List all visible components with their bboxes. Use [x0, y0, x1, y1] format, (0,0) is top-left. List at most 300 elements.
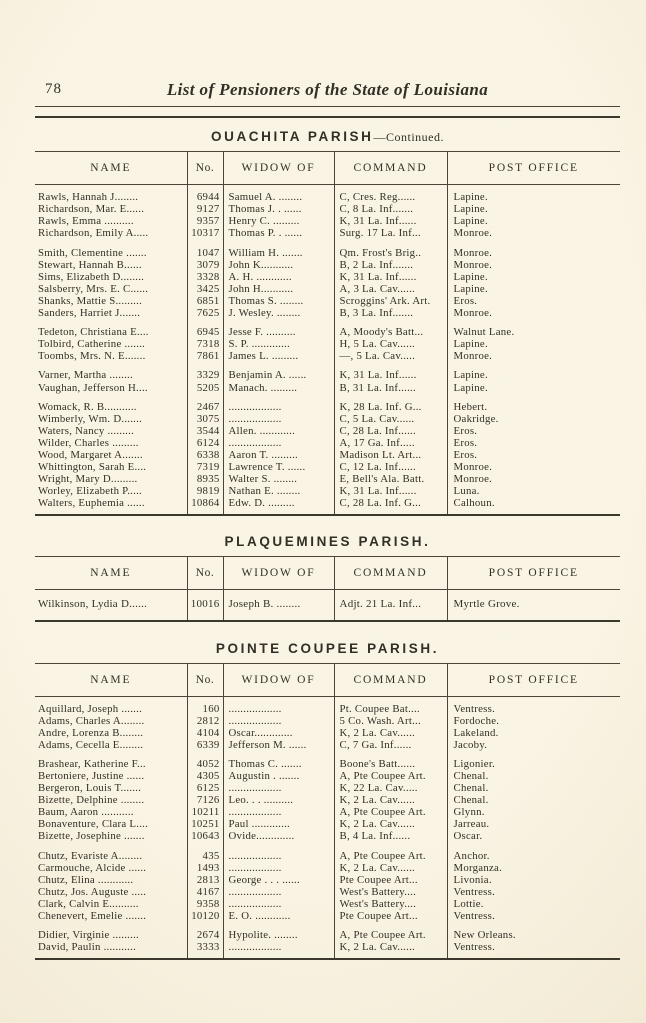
post-office: Fordoche. — [453, 714, 500, 727]
pensioner-name: Stewart, Hannah B...... — [35, 259, 187, 271]
post-office: Oscar. — [453, 830, 483, 843]
pensioner-name: Salsberry, Mrs. E. C...... — [35, 283, 187, 295]
pensioner-name: Adams, Cecella E........ — [35, 739, 187, 751]
pensioner-name: Smith, Clementine ....... — [35, 247, 187, 259]
widow-of: .................. — [223, 715, 334, 727]
command: K, 31 La. Inf...... — [334, 485, 447, 497]
pensioner-name: Tedeton, Christiana E.... — [35, 326, 187, 338]
post-office: Oakridge. — [453, 412, 499, 425]
group-separator — [35, 362, 620, 369]
pensioner-name: David, Paulin ........... — [35, 941, 187, 959]
command: H, 5 La. Cav...... — [334, 338, 447, 350]
column-header-widow-of: WIDOW OF — [223, 152, 334, 185]
column-header-number: No. — [187, 152, 223, 185]
pensioner-row — [35, 185, 620, 204]
column-header-command: COMMAND — [334, 557, 447, 590]
post-office: Morganza. — [453, 861, 503, 874]
pensioner-row — [35, 910, 620, 922]
widow-of: S. P. ............. — [223, 338, 334, 350]
pensioner-row — [35, 758, 620, 770]
column-header-name: NAME — [35, 152, 187, 185]
widow-of: .................. — [223, 886, 334, 898]
pensioner-row — [35, 449, 620, 461]
command: K, 28 La. Inf. G... — [334, 401, 447, 413]
column-header-number: No. — [187, 557, 223, 590]
widow-of: Hypolite. ........ — [223, 929, 334, 941]
post-office: Ventress. — [453, 910, 496, 923]
pensioner-name: Rawls, Hannah J........ — [35, 185, 187, 204]
widow-of: .................. — [223, 437, 334, 449]
pensioner-name: Andre, Lorenza B........ — [35, 727, 187, 739]
widow-of: Joseph B. ........ — [223, 590, 334, 621]
pension-number: 7319 — [187, 461, 223, 473]
pension-number: 10864 — [187, 497, 223, 515]
command: B, 2 La. Inf....... — [334, 259, 447, 271]
command: —, 5 La. Cav..... — [334, 350, 447, 362]
widow-of: .................. — [223, 806, 334, 818]
command: Adjt. 21 La. Inf... — [334, 590, 447, 621]
widow-of: Thomas J. . ...... — [223, 203, 334, 215]
widow-of: Benjamin A. ...... — [223, 369, 334, 381]
pensioner-row — [35, 727, 620, 739]
pension-number: 4052 — [187, 758, 223, 770]
command: K, 2 La. Cav...... — [334, 862, 447, 874]
post-office: Ventress. — [453, 885, 496, 898]
command: B, 3 La. Inf....... — [334, 307, 447, 319]
post-office: Chenal. — [453, 770, 489, 782]
pensioner-name: Bergeron, Louis T....... — [35, 782, 187, 794]
command: C, 5 La. Cav...... — [334, 413, 447, 425]
pension-number: 6124 — [187, 437, 223, 449]
pensioner-row — [35, 898, 620, 910]
post-office: Myrtle Grove. — [453, 598, 520, 611]
pensioner-row — [35, 215, 620, 227]
pension-number: 9819 — [187, 485, 223, 497]
post-office: Hebert. — [453, 400, 488, 413]
pension-number: 3425 — [187, 283, 223, 295]
pension-number: 6944 — [187, 185, 223, 204]
pensioner-name: Wright, Mary D......... — [35, 473, 187, 485]
pension-number: 2467 — [187, 401, 223, 413]
widow-of: James L. ......... — [223, 350, 334, 362]
pensioner-row — [35, 271, 620, 283]
command: K, 31 La. Inf...... — [334, 215, 447, 227]
pension-number: 4104 — [187, 727, 223, 739]
column-header-post-office: POST OFFICE — [447, 663, 620, 696]
post-office: Ventress. — [453, 941, 496, 954]
pensioner-name: Womack, R. B........... — [35, 401, 187, 413]
pensioner-name: Worley, Elizabeth P..... — [35, 485, 187, 497]
pensioner-row — [35, 739, 620, 751]
post-office: Jacoby. — [453, 738, 488, 751]
pensioner-row — [35, 413, 620, 425]
command: Pt. Coupee Bat.... — [334, 696, 447, 715]
pensioner-row — [35, 307, 620, 319]
post-office: Lapine. — [453, 369, 488, 382]
command: Madison Lt. Art... — [334, 449, 447, 461]
pension-number: 10251 — [187, 818, 223, 830]
post-office: Eros. — [453, 294, 478, 307]
pensioner-row — [35, 696, 620, 715]
pensioner-row — [35, 770, 620, 782]
pensioner-row — [35, 806, 620, 818]
post-office: Eros. — [453, 448, 478, 461]
pensioner-name: Bertoniere, Justine ...... — [35, 770, 187, 782]
pension-number: 10016 — [187, 590, 223, 621]
widow-of: Nathan E. ........ — [223, 485, 334, 497]
pensioner-name: Bizette, Josephine ....... — [35, 830, 187, 842]
pensioner-row — [35, 782, 620, 794]
pension-number: 6851 — [187, 295, 223, 307]
pensioner-name: Clark, Calvin E.......... — [35, 898, 187, 910]
pensioner-name: Bonaventure, Clara L.... — [35, 818, 187, 830]
post-office: Chenal. — [453, 782, 489, 795]
pension-number: 7126 — [187, 794, 223, 806]
pensioner-row — [35, 850, 620, 862]
pensioner-name: Varner, Martha ........ — [35, 369, 187, 381]
widow-of: Aaron T. ......... — [223, 449, 334, 461]
widow-of: .................. — [223, 782, 334, 794]
command: C, 28 La. Inf. G... — [334, 497, 447, 515]
pensioner-name: Brashear, Katherine F... — [35, 758, 187, 770]
widow-of: E. O. ............ — [223, 910, 334, 922]
widow-of: Oscar............. — [223, 727, 334, 739]
pension-number: 3329 — [187, 369, 223, 381]
post-office: Monroe. — [453, 350, 493, 363]
pensioner-name: Richardson, Emily A..... — [35, 227, 187, 239]
widow-of: William H. ....... — [223, 247, 334, 259]
pensioner-name: Richardson, Mar. E...... — [35, 203, 187, 215]
pension-number: 4305 — [187, 770, 223, 782]
pensioner-row — [35, 425, 620, 437]
page-title: List of Pensioners of the State of Louisiana — [166, 80, 489, 99]
widow-of: A. H. ............ — [223, 271, 334, 283]
pensioner-row — [35, 283, 620, 295]
pension-number: 160 — [187, 696, 223, 715]
post-office: Lottie. — [453, 897, 484, 910]
group-separator — [35, 843, 620, 850]
command: Qm. Frost's Brig.. — [334, 247, 447, 259]
widow-of: .................. — [223, 413, 334, 425]
pension-number: 3079 — [187, 259, 223, 271]
post-office: Glynn. — [453, 806, 485, 819]
command: Surg. 17 La. Inf... — [334, 227, 447, 239]
pension-table-plaquemines — [35, 556, 620, 621]
post-office: Monroe. — [453, 307, 493, 320]
pension-number: 1493 — [187, 862, 223, 874]
pension-number: 9358 — [187, 898, 223, 910]
group-separator — [35, 240, 620, 247]
command: Boone's Batt...... — [334, 758, 447, 770]
post-office: Ventress. — [453, 702, 496, 715]
pension-number: 10120 — [187, 910, 223, 922]
pensioner-name: Shanks, Mattie S......... — [35, 295, 187, 307]
widow-of: Edw. D. ......... — [223, 497, 334, 515]
column-header-name: NAME — [35, 557, 187, 590]
pensioner-name: Chutz, Elina ............ — [35, 874, 187, 886]
command: Pte Coupee Art... — [334, 910, 447, 922]
command: 5 Co. Wash. Art... — [334, 715, 447, 727]
pension-number: 2812 — [187, 715, 223, 727]
post-office: Lapine. — [453, 338, 488, 351]
widow-of: Henry C. ......... — [223, 215, 334, 227]
command: A, Pte Coupee Art. — [334, 850, 447, 862]
widow-of: Jesse F. .......... — [223, 326, 334, 338]
pensioner-row — [35, 401, 620, 413]
column-header-command: COMMAND — [334, 152, 447, 185]
pensioner-name: Carmouche, Alcide ...... — [35, 862, 187, 874]
widow-of: Leo. . . .......... — [223, 794, 334, 806]
pensioner-row — [35, 715, 620, 727]
header-rule — [35, 116, 620, 118]
pensioner-row — [35, 437, 620, 449]
widow-of: Thomas S. ........ — [223, 295, 334, 307]
post-office: Lakeland. — [453, 726, 499, 739]
command: K, 2 La. Cav...... — [334, 727, 447, 739]
command: West's Battery.... — [334, 886, 447, 898]
table-body — [35, 185, 620, 516]
pensioner-row — [35, 497, 620, 515]
pensioner-name: Sanders, Harriet J....... — [35, 307, 187, 319]
parish-heading-title: PLAQUEMINES PARISH. — [224, 534, 431, 550]
pension-number: 3333 — [187, 941, 223, 959]
column-header-widow-of: WIDOW OF — [223, 663, 334, 696]
pensioner-name: Chutz, Evariste A........ — [35, 850, 187, 862]
command: West's Battery.... — [334, 898, 447, 910]
pensioner-name: Sims, Elizabeth D........ — [35, 271, 187, 283]
command: A, 17 Ga. Inf..... — [334, 437, 447, 449]
section-plaquemines-parish — [35, 533, 620, 621]
command: A, Pte Coupee Art. — [334, 929, 447, 941]
pension-number: 6945 — [187, 326, 223, 338]
pensioner-name: Chenevert, Emelie ....... — [35, 910, 187, 922]
pensioner-row — [35, 338, 620, 350]
command: B, 31 La. Inf...... — [334, 382, 447, 394]
post-office: Ligonier. — [453, 757, 496, 770]
parish-heading-suffix: —Continued. — [373, 130, 444, 145]
widow-of: Allen. ............ — [223, 425, 334, 437]
group-separator — [35, 751, 620, 758]
command: A, Moody's Batt... — [334, 326, 447, 338]
pensioner-row — [35, 941, 620, 959]
pension-number: 10643 — [187, 830, 223, 842]
widow-of: .................. — [223, 941, 334, 959]
pensioner-row — [35, 461, 620, 473]
pension-number: 1047 — [187, 247, 223, 259]
pensioner-name: Wood, Margaret A....... — [35, 449, 187, 461]
pensioner-name: Aquillard, Joseph ....... — [35, 696, 187, 715]
group-separator — [35, 922, 620, 929]
widow-of: .................. — [223, 898, 334, 910]
pensioner-name: Chutz, Jos. Auguste ..... — [35, 886, 187, 898]
widow-of: George . . . ...... — [223, 874, 334, 886]
pensioner-row — [35, 227, 620, 239]
pensioner-name: Adams, Charles A........ — [35, 715, 187, 727]
table-body — [35, 590, 620, 621]
command: C, 7 Ga. Inf...... — [334, 739, 447, 751]
column-header-number: No. — [187, 663, 223, 696]
pensioner-row — [35, 247, 620, 259]
widow-of: Samuel A. ........ — [223, 185, 334, 204]
pension-number: 3544 — [187, 425, 223, 437]
pensioner-row — [35, 485, 620, 497]
pension-number: 7861 — [187, 350, 223, 362]
pension-number: 10211 — [187, 806, 223, 818]
pension-number: 2813 — [187, 874, 223, 886]
command: A, Pte Coupee Art. — [334, 770, 447, 782]
pensioner-name: Wilder, Charles ......... — [35, 437, 187, 449]
command: C, Cres. Reg...... — [334, 185, 447, 204]
group-separator — [35, 319, 620, 326]
widow-of: J. Wesley. ........ — [223, 307, 334, 319]
widow-of: Paul ............. — [223, 818, 334, 830]
post-office: Lapine. — [453, 191, 488, 204]
command: C, 12 La. Inf...... — [334, 461, 447, 473]
post-office: Lapine. — [453, 282, 488, 295]
section-pointe-coupee-parish — [35, 640, 620, 961]
command: A, 3 La. Cav...... — [334, 283, 447, 295]
pension-number: 10317 — [187, 227, 223, 239]
column-header-post-office: POST OFFICE — [447, 152, 620, 185]
column-header-widow-of: WIDOW OF — [223, 557, 334, 590]
pensioner-row — [35, 862, 620, 874]
pensioner-name: Didier, Virginie ......... — [35, 929, 187, 941]
command: K, 2 La. Cav...... — [334, 818, 447, 830]
command: C, 28 La. Inf...... — [334, 425, 447, 437]
widow-of: Thomas P. . ...... — [223, 227, 334, 239]
parish-heading — [35, 128, 620, 146]
widow-of: Manach. ......... — [223, 382, 334, 394]
column-header-name: NAME — [35, 663, 187, 696]
pension-number: 2674 — [187, 929, 223, 941]
widow-of: John K........... — [223, 259, 334, 271]
pensioner-name: Whittington, Sarah E.... — [35, 461, 187, 473]
command: K, 31 La. Inf...... — [334, 271, 447, 283]
post-office: Lapine. — [453, 215, 488, 228]
command: K, 31 La. Inf...... — [334, 369, 447, 381]
widow-of: Walter S. ........ — [223, 473, 334, 485]
post-office: Eros. — [453, 436, 478, 449]
post-office: Livonia. — [453, 873, 492, 886]
group-separator — [35, 394, 620, 401]
pension-number: 4167 — [187, 886, 223, 898]
pension-number: 5205 — [187, 382, 223, 394]
command: C, 8 La. Inf....... — [334, 203, 447, 215]
pensioner-row — [35, 259, 620, 271]
pensioner-name: Toombs, Mrs. N. E....... — [35, 350, 187, 362]
command: K, 2 La. Cav...... — [334, 941, 447, 959]
section-ouachita-parish — [35, 128, 620, 516]
post-office: Anchor. — [453, 849, 490, 862]
page-header — [35, 80, 620, 107]
command: K, 22 La. Cav..... — [334, 782, 447, 794]
post-office: Lapine. — [453, 270, 488, 283]
post-office: Monroe. — [453, 473, 493, 486]
column-header-command: COMMAND — [334, 663, 447, 696]
post-office: Walnut Lane. — [453, 326, 515, 339]
post-office: Chenal. — [453, 794, 489, 807]
table-header — [35, 557, 620, 590]
pensioner-row — [35, 473, 620, 485]
pensioner-row — [35, 369, 620, 381]
parish-heading-title: OUACHITA PARISH — [211, 129, 374, 145]
pension-number: 3328 — [187, 271, 223, 283]
post-office: Lapine. — [453, 381, 488, 394]
widow-of: Jefferson M. ...... — [223, 739, 334, 751]
pensioner-row — [35, 350, 620, 362]
post-office: Monroe. — [453, 258, 493, 271]
pension-number: 6125 — [187, 782, 223, 794]
post-office: Jarreau. — [453, 818, 490, 831]
pensioner-row — [35, 794, 620, 806]
post-office: Luna. — [453, 485, 480, 498]
pensioner-row — [35, 590, 620, 621]
widow-of: .................. — [223, 401, 334, 413]
parish-heading — [35, 640, 620, 658]
pensioner-row — [35, 886, 620, 898]
pensioner-row — [35, 929, 620, 941]
table-header — [35, 663, 620, 696]
widow-of: John H........... — [223, 283, 334, 295]
table-body — [35, 696, 620, 959]
pensioner-row — [35, 818, 620, 830]
column-header-post-office: POST OFFICE — [447, 557, 620, 590]
page-number: 78 — [45, 81, 62, 97]
parish-heading-title: POINTE COUPEE PARISH. — [215, 640, 440, 656]
pension-number: 7625 — [187, 307, 223, 319]
pension-number: 8935 — [187, 473, 223, 485]
pension-table-pointe-coupee — [35, 663, 620, 961]
pension-number: 435 — [187, 850, 223, 862]
pension-number: 9357 — [187, 215, 223, 227]
pensioner-name: Wilkinson, Lydia D...... — [35, 590, 187, 621]
widow-of: Augustin . ....... — [223, 770, 334, 782]
pensioner-name: Rawls, Emma .......... — [35, 215, 187, 227]
pensioner-name: Wimberly, Wm. D....... — [35, 413, 187, 425]
widow-of: .................. — [223, 696, 334, 715]
post-office: Calhoun. — [453, 497, 495, 510]
widow-of: Ovide............. — [223, 830, 334, 842]
pensioner-row — [35, 203, 620, 215]
command: Pte Coupee Art... — [334, 874, 447, 886]
pensioner-row — [35, 326, 620, 338]
post-office: Monroe. — [453, 461, 493, 474]
pensioner-name: Vaughan, Jefferson H.... — [35, 382, 187, 394]
post-office: Monroe. — [453, 246, 493, 259]
pension-number: 6339 — [187, 739, 223, 751]
pensioner-name: Waters, Nancy ......... — [35, 425, 187, 437]
pension-number: 3075 — [187, 413, 223, 425]
pension-number: 9127 — [187, 203, 223, 215]
widow-of: .................. — [223, 850, 334, 862]
command: A, Pte Coupee Art. — [334, 806, 447, 818]
pensioner-name: Baum, Aaron ........... — [35, 806, 187, 818]
command: Scroggins' Ark. Art. — [334, 295, 447, 307]
pensioner-name: Bizette, Delphine ........ — [35, 794, 187, 806]
pensioner-name: Walters, Euphemia ...... — [35, 497, 187, 515]
post-office: New Orleans. — [453, 929, 516, 942]
post-office: Eros. — [453, 424, 478, 437]
widow-of: Lawrence T. ...... — [223, 461, 334, 473]
pensioner-row — [35, 830, 620, 842]
post-office: Monroe. — [453, 227, 493, 240]
pensioner-row — [35, 382, 620, 394]
table-header — [35, 152, 620, 185]
widow-of: Thomas C. ....... — [223, 758, 334, 770]
pensioner-row — [35, 874, 620, 886]
command: K, 2 La. Cav...... — [334, 794, 447, 806]
command: B, 4 La. Inf...... — [334, 830, 447, 842]
